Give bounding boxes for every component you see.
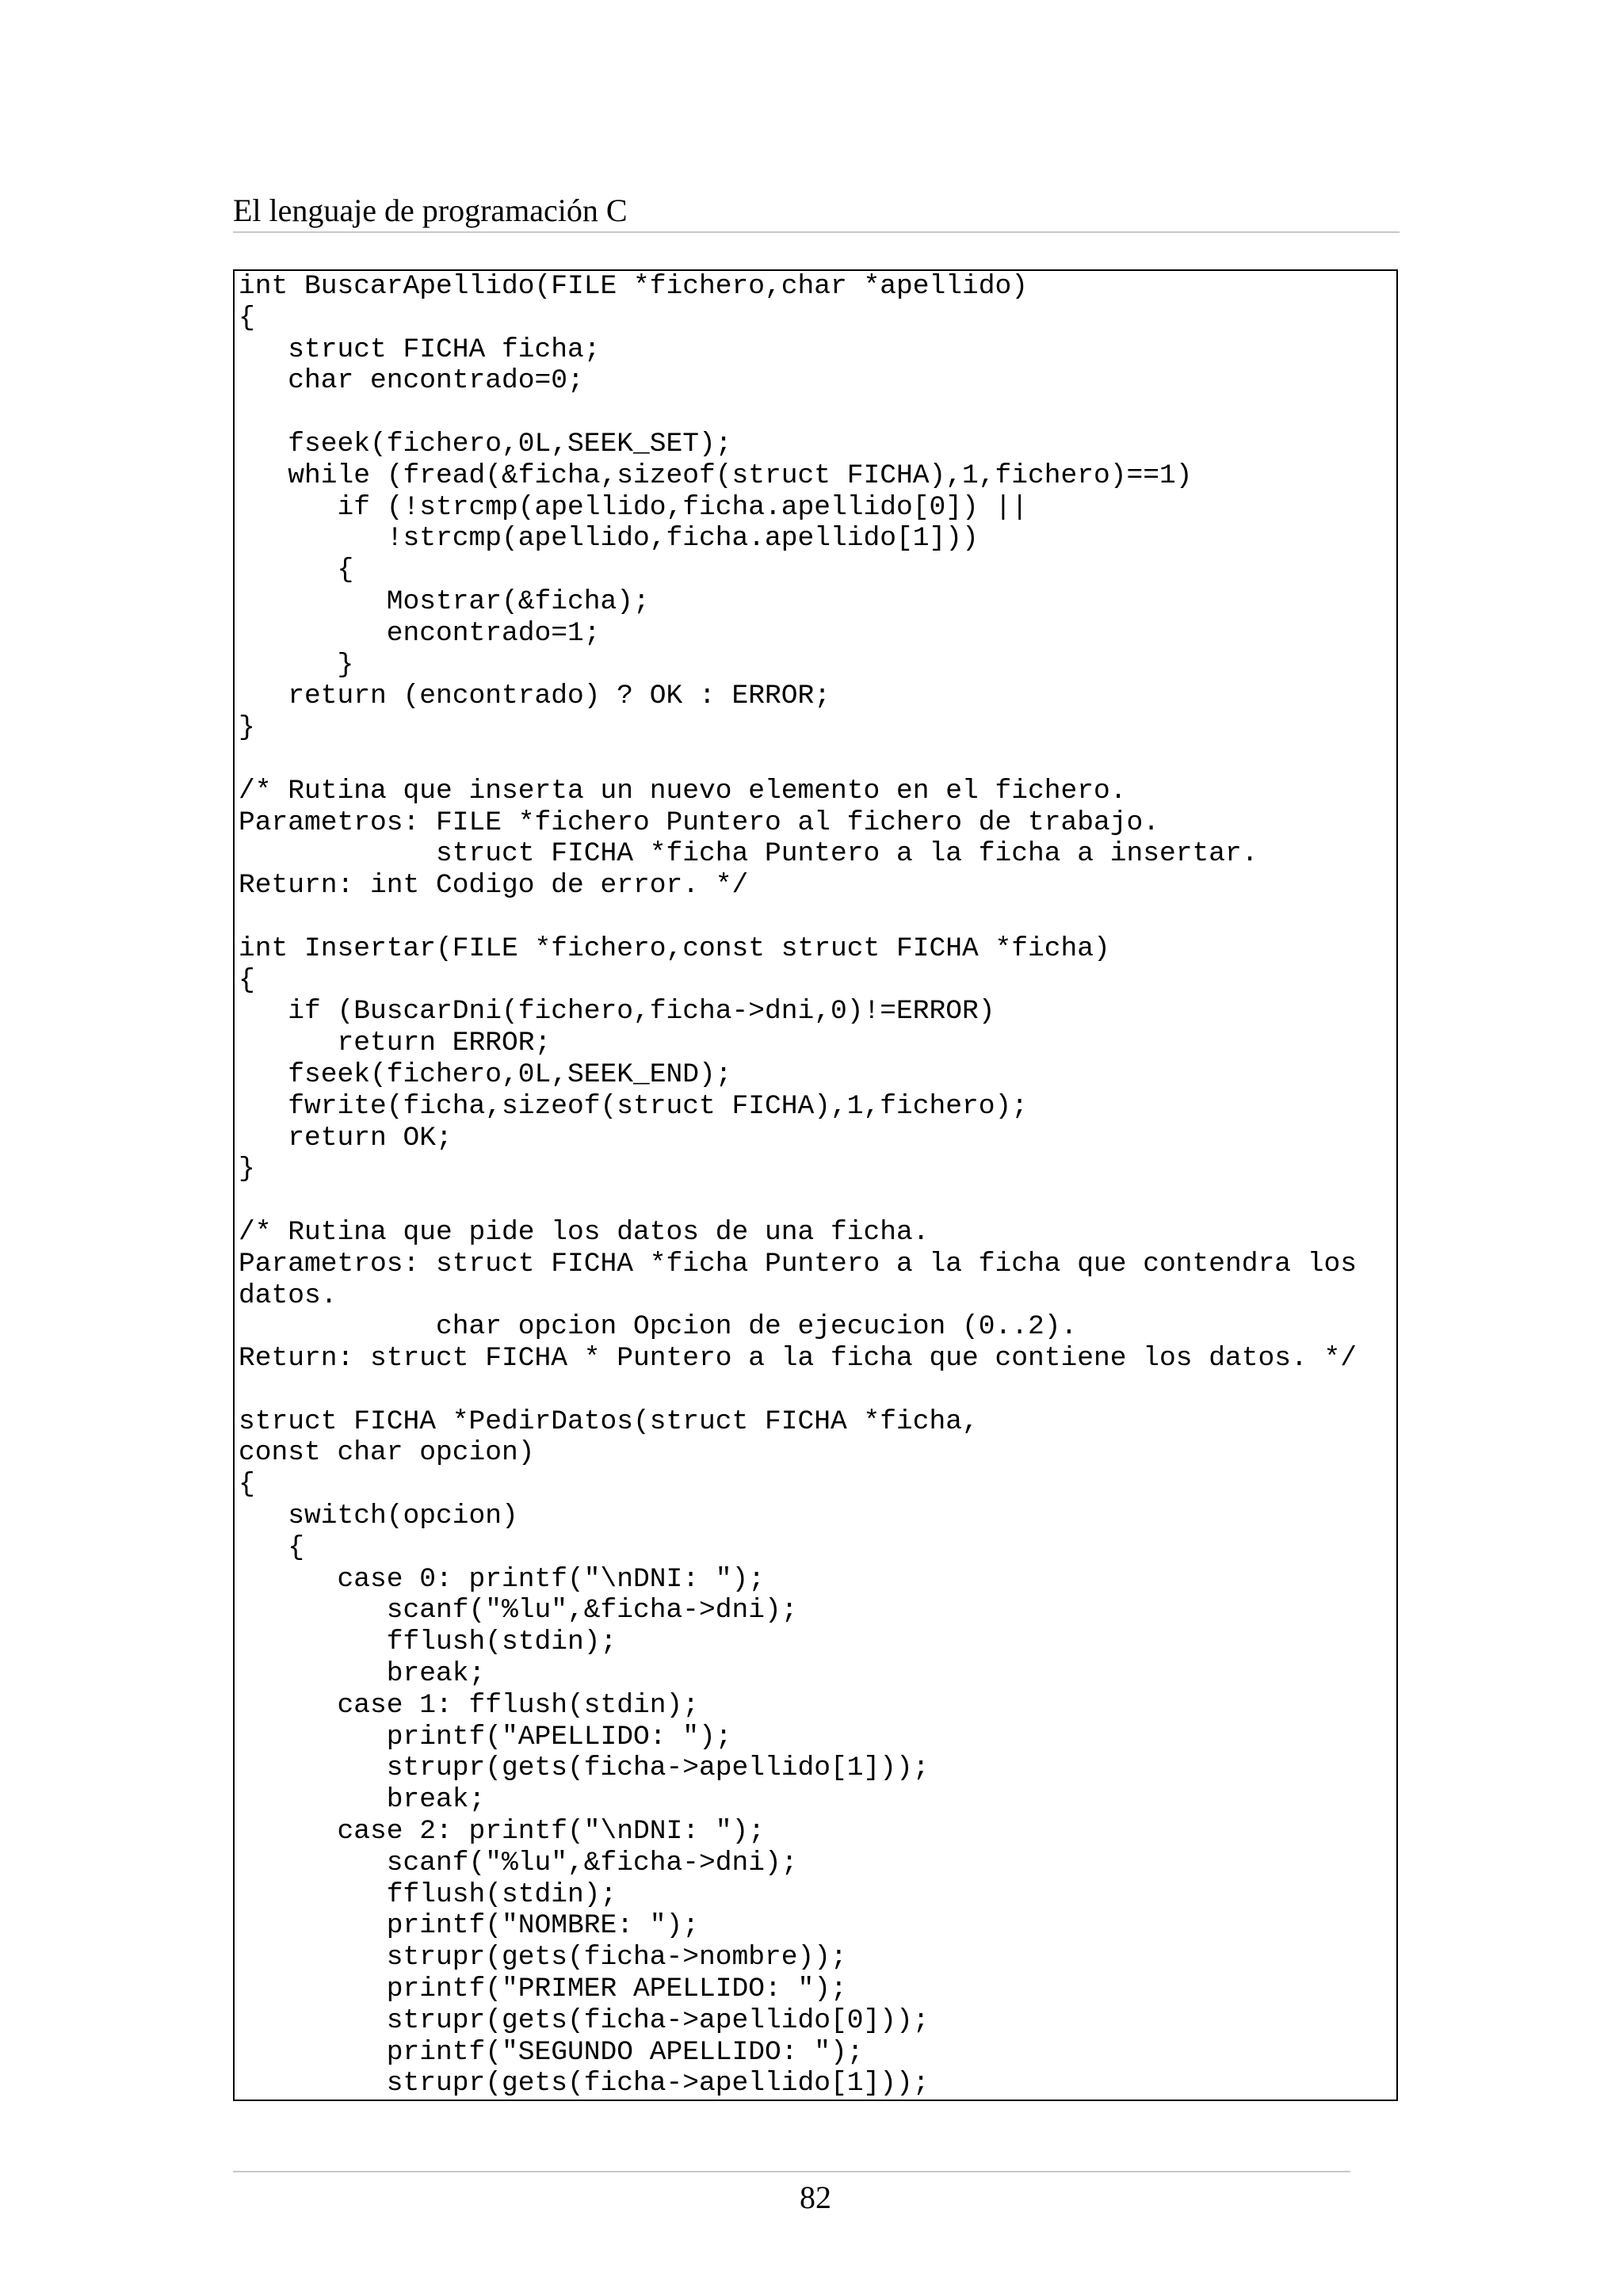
code-line: } bbox=[239, 1154, 255, 1185]
page-title: El lenguaje de programación C bbox=[233, 193, 628, 228]
code-line: /* Rutina que pide los datos de una ficha. bbox=[239, 1216, 930, 1248]
code-line: while (fread(&ficha,sizeof(struct FICHA),1,fichero)==1) bbox=[239, 460, 1193, 491]
code-line: { bbox=[239, 1531, 305, 1563]
code-line: if (!strcmp(apellido,ficha.apellido[0]) || bbox=[239, 491, 1029, 523]
code-line: { bbox=[239, 1469, 255, 1501]
code-line bbox=[239, 902, 1396, 933]
code-line: int BuscarApellido(FILE *fichero,char *apellido) bbox=[239, 271, 1029, 302]
code-block bbox=[235, 271, 1396, 2100]
code-line: !strcmp(apellido,ficha.apellido[1])) bbox=[239, 523, 979, 555]
code-line: Mostrar(&ficha); bbox=[239, 585, 650, 617]
code-line: struct FICHA *ficha Puntero a la ficha a insertar. bbox=[239, 838, 1258, 870]
page-footer bbox=[233, 2171, 1350, 2215]
code-line: } bbox=[239, 649, 354, 681]
code-line: scanf("%lu",&ficha->dni); bbox=[239, 1847, 798, 1878]
page-header bbox=[233, 190, 1400, 233]
code-line: /* Rutina que inserta un nuevo elemento en el fichero. bbox=[239, 775, 1127, 807]
code-line: Parametros: FILE *fichero Puntero al fichero de trabajo. bbox=[239, 807, 1160, 838]
code-line: encontrado=1; bbox=[239, 617, 601, 649]
code-line: switch(opcion) bbox=[239, 1501, 518, 1532]
code-line: strupr(gets(ficha->apellido[0])); bbox=[239, 2004, 930, 2036]
code-line: case 2: printf("\nDNI: "); bbox=[239, 1816, 766, 1848]
code-line: const char opcion) bbox=[239, 1437, 535, 1469]
code-line: int Insertar(FILE *fichero,const struct FICHA *ficha) bbox=[239, 933, 1110, 964]
code-line: fflush(stdin); bbox=[239, 1627, 617, 1658]
code-line: case 0: printf("\nDNI: "); bbox=[239, 1563, 766, 1595]
code-line: fseek(fichero,0L,SEEK_END); bbox=[239, 1058, 732, 1090]
code-line: Return: int Codigo de error. */ bbox=[239, 870, 749, 902]
code-line: break; bbox=[239, 1658, 486, 1690]
code-line: scanf("%lu",&ficha->dni); bbox=[239, 1595, 798, 1627]
code-line: printf("NOMBRE: "); bbox=[239, 1910, 700, 1942]
code-line: return OK; bbox=[239, 1122, 453, 1154]
code-line: printf("PRIMER APELLIDO: "); bbox=[239, 1974, 847, 2005]
code-line: if (BuscarDni(fichero,ficha->dni,0)!=ERROR) bbox=[239, 996, 995, 1028]
code-line: datos. bbox=[239, 1280, 338, 1311]
code-line: case 1: fflush(stdin); bbox=[239, 1689, 700, 1721]
code-line: { bbox=[239, 302, 255, 334]
code-line: break; bbox=[239, 1784, 486, 1816]
code-line: return ERROR; bbox=[239, 1028, 552, 1059]
code-line bbox=[239, 744, 1396, 776]
code-line: strupr(gets(ficha->nombre)); bbox=[239, 1942, 847, 1974]
code-listing bbox=[233, 269, 1398, 2101]
code-line: char opcion Opcion de ejecucion (0..2). bbox=[239, 1311, 1078, 1343]
code-line: printf("APELLIDO: "); bbox=[239, 1721, 732, 1753]
code-line: char encontrado=0; bbox=[239, 365, 584, 397]
code-line: { bbox=[239, 555, 354, 586]
code-line: } bbox=[239, 712, 255, 744]
code-line: { bbox=[239, 964, 255, 996]
code-line: return (encontrado) ? OK : ERROR; bbox=[239, 681, 831, 712]
code-line bbox=[239, 397, 1396, 429]
code-line: struct FICHA ficha; bbox=[239, 334, 601, 365]
code-line: fflush(stdin); bbox=[239, 1878, 617, 1910]
code-line: Parametros: struct FICHA *ficha Puntero a la ficha que contendra los bbox=[239, 1248, 1358, 1280]
code-line: Return: struct FICHA * Puntero a la ficha que contiene los datos. */ bbox=[239, 1343, 1358, 1375]
code-line: struct FICHA *PedirDatos(struct FICHA *ficha, bbox=[239, 1405, 979, 1437]
code-line: fwrite(ficha,sizeof(struct FICHA),1,fichero); bbox=[239, 1090, 1029, 1122]
code-line: printf("SEGUNDO APELLIDO: "); bbox=[239, 2036, 864, 2068]
code-line: strupr(gets(ficha->apellido[1])); bbox=[239, 2068, 930, 2100]
page-number: 82 bbox=[800, 2180, 831, 2215]
code-line bbox=[239, 1185, 1396, 1217]
code-line: strupr(gets(ficha->apellido[1])); bbox=[239, 1753, 930, 1784]
code-line bbox=[239, 1375, 1396, 1406]
code-line: fseek(fichero,0L,SEEK_SET); bbox=[239, 428, 732, 460]
